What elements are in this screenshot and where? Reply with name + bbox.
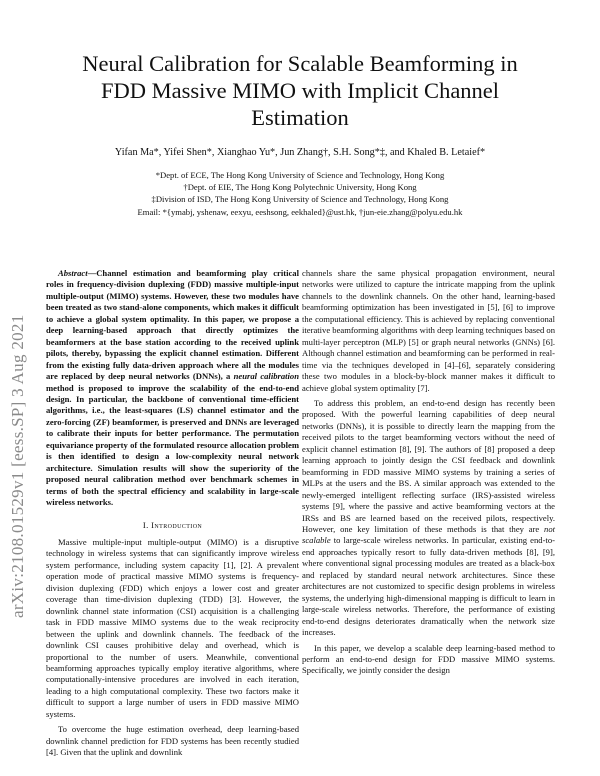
intro-paragraph-1: Massive multiple-input multiple-output (MIMO) is a disruptive technology in wireless systems that can significantly improve wireless system performance, including system capacity [1], [2]. A prevalent operation mode of practical massive MIMO systems is frequency-division duplexing (FDD) which enjoys a lower cost and greater coverage than time-division duplexing (TDD) [3]. However, the downlink channel state information (CSI) acquisition is a challenging task in FDD massive MIMO systems due to the weak reciprocity between the uplink and downlink channels. The feedback of the downlink CSI causes prohibitive delay and overhead, which is proportional to the number of users. Meanwhile, conventional beamforming approaches typically employ iterative algorithms, where computationally-intensive procedures are involved in each iteration, leading to a high computational complexity. These two factors make it difficult to support a large number of users in FDD massive MIMO systems.	[46, 536, 299, 719]
author-list: Yifan Ma*, Yifei Shen*, Xianghao Yu*, Jun Zhang†, S.H. Song*‡, and Khaled B. Letaief*	[114, 147, 486, 158]
intro-paragraph-2: To overcome the huge estimation overhead, deep learning-based downlink channel prediction for FDD systems has been recently studied [4]. Given that the uplink and downlink	[46, 724, 299, 758]
abstract-text-2: method is proposed to improve the scalability of the end-to-end design. In particular, the backbone of conventional time-efficient algorithms, i.e., the least-squares (LS) channel estimator and the zero-forcing (ZF) beamformer, is preserved and DNNs are leveraged to calibrate their inputs for better performance. The permutation equivariance property of the formulated resource allocation problem is then identified to design a low-complexity neural network architecture. Simulation results will show the superiority of the proposed neural calibration method over benchmark schemes in terms of both the spectral efficiency and scalability in large-scale wireless networks.	[46, 382, 299, 508]
affiliation-eie: †Dept. of EIE, The Hong Kong Polytechnic University, Hong Kong	[183, 182, 417, 193]
intro-paragraph-4	[302, 398, 555, 639]
affiliation-ece: *Dept. of ECE, The Hong Kong University of Science and Technology, Hong Kong	[155, 170, 445, 180]
section-title: Introduction	[151, 519, 203, 530]
section-number: I.	[142, 519, 152, 530]
affiliations	[60, 169, 540, 218]
left-column	[46, 268, 299, 763]
contact-emails: Email: *{ymabj, yshenaw, eexyu, eeshsong, eekhaled}@ust.hk, †jun-eie.zhang@polyu.edu.hk	[137, 206, 463, 217]
abstract-label: Abstract	[58, 268, 88, 278]
abstract	[46, 268, 299, 509]
paper-title: Neural Calibration for Scalable Beamforming in FDD Massive MIMO with Implicit Channel Estimation	[82, 51, 518, 130]
paragraph-4-emphasis: not scalable	[302, 523, 555, 546]
intro-paragraph-3: channels share the same physical propagation environment, neural networks were utilized to capture the intricate mapping from the uplink channels to the downlink channels. On the other hand, learning-based beamforming optimization has been investigated in [5], [6] to improve the computational efficiency. This is achieved by replacing conventional iterative beamforming algorithms with deep learning techniques based on multi-layer perceptron (MLP) [5] or graph neural networks (GNNs) [6]. Although channel estimation and beamforming can be performed in real-time via the techniques developed in [4]–[6], separately considering these two modules in a block-by-block manner makes it difficult to achieve global system optimality [7].	[302, 268, 555, 393]
affiliation-isd: ‡Division of ISD, The Hong Kong University of Science and Technology, Hong Kong	[151, 194, 449, 205]
paragraph-4-text-1: To address this problem, an end-to-end design has recently been proposed. With the powerful learning capabilities of deep neural networks (DNNs), it is possible to directly learn the mapping from the received pilots to the target beamforming vectors without the need of explicit channel estimation [8], [9]. The authors of [8] proposed a deep learning approach to jointly design the CSI feedback and downlink beamforming in FDD massive MIMO systems by training a series of MLPs at the users and the BS. A similar approach was extended to the newly-emerged intelligent reflecting surface (IRS)-assisted wireless systems [9], where the passive and active beamforming vectors at the IRSs and BS are learned based on the received pilots, respectively. However, one key limitation of these methods is that they are	[302, 397, 555, 534]
abstract-text-1: —Channel estimation and beamforming play critical roles in frequency-division duplexing (FDD) massive multiple-input multiple-output (MIMO) systems. However, these two modules have been treated as two stand-alone components, which makes it difficult to achieve a global system optimality. In this paper, we propose a deep learning-based approach that directly optimizes the beamformers at the base station according to the received uplink pilots, thereby, bypassing the explicit channel estimation. Different from the existing fully data-driven approach where all the modules are replaced by deep neural networks (DNNs), a	[46, 268, 299, 382]
section-heading-introduction	[46, 520, 299, 531]
arxiv-identifier: arXiv:2108.01529v1 [eess.SP] 3 Aug 2021	[8, 314, 27, 618]
right-column	[302, 268, 555, 681]
paragraph-4-text-2: to large-scale wireless networks. In particular, existing end-to-end approaches typically resort to fully data-driven methods [8], [9], where conventional signal processing modules are treated as a black-box and replaced by standard neural network architectures. Since these architectures are not customized to specific design problems in wireless systems, the underlying high-dimensional mapping is difficult to learn in large-scale wireless networks. Therefore, the performance of existing end-to-end designs deteriorates dramatically when the network size increases.	[302, 535, 555, 638]
abstract-emphasis: neural calibration	[233, 371, 299, 382]
intro-paragraph-5: In this paper, we develop a scalable deep learning-based method to perform an end-to-end design for FDD massive MIMO systems. Specifically, we jointly consider the design	[302, 642, 555, 676]
